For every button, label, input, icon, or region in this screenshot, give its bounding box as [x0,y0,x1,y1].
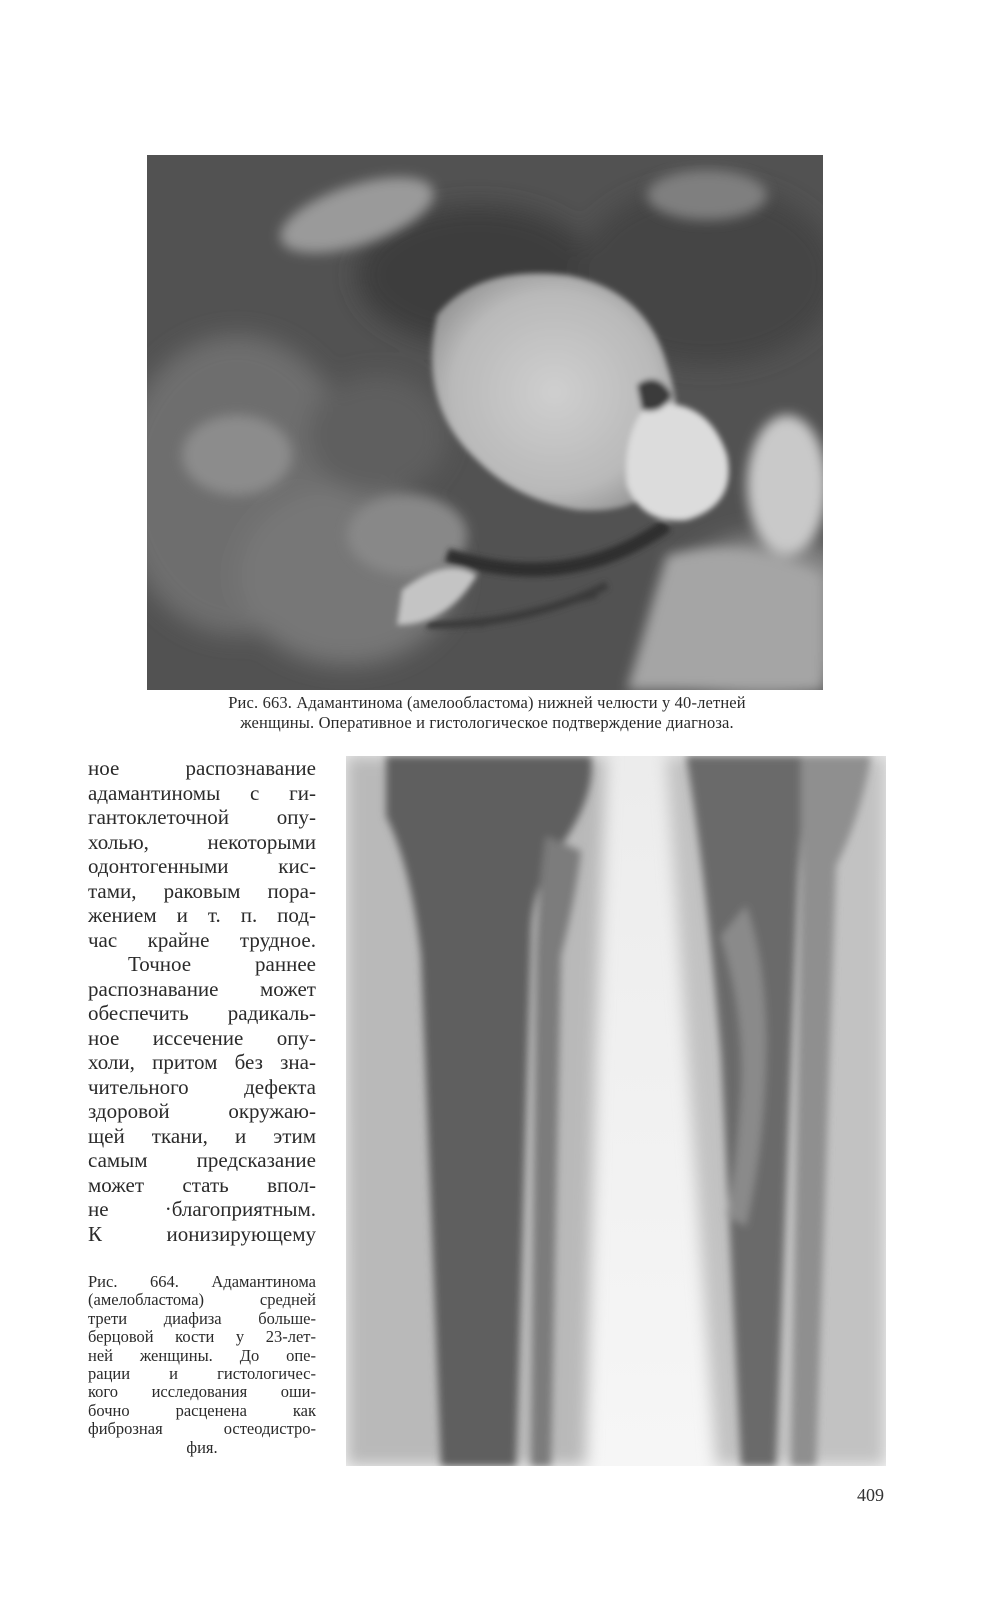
caption-line: берцовой кости у 23-лет- [88,1327,316,1347]
text-line: самым предсказание [88,1148,316,1172]
caption-line: Рис. 663. Адамантинома (амелообластома) нижней челюсти у 40-летней [228,693,746,712]
page-number: 409 [857,1485,884,1505]
text-line: адамантиномы с ги- [88,780,316,805]
figure-664-xray-image [346,756,886,1466]
figure-663-xray-image [147,155,823,690]
caption-line: Рис. 664. Адамантинома [88,1272,316,1291]
text-line: холи, притом без зна- [88,1050,316,1074]
caption-line: ней женщины. До опе- [88,1345,316,1365]
text-line: распознавание может [88,976,316,1001]
text-line: не ·благоприятным. [88,1197,316,1221]
body-text-column [88,756,316,1246]
text-line: обеспечить радикаль- [88,1001,316,1025]
text-line: одонтогенными кис- [88,854,316,878]
text-line: холью, некоторыми [88,829,316,854]
caption-line: (амелобластома) средней [88,1290,316,1310]
caption-line: кого исследования оши- [88,1382,316,1402]
text-line: может стать впол- [88,1172,316,1197]
caption-line: рации и гистологичес- [88,1363,316,1383]
text-line: щей ткани, и этим [88,1123,316,1148]
text-line: час крайне трудное. [88,927,316,952]
text-line: гантоклеточной опу- [88,805,316,829]
caption-line: фия. [186,1437,218,1457]
text-line: ное иссечение опу- [88,1025,316,1050]
text-line: чительного дефекта [88,1074,316,1099]
text-line: тами, раковым пора- [88,878,316,903]
text-line: жением и т. п. под- [88,903,316,927]
caption-line: бочно расценена как [88,1400,316,1420]
text-line: К ионизирующему [88,1221,316,1246]
caption-line: женщины. Оперативное и гистологическое подтверждение диагноза. [240,713,734,732]
caption-line: фиброзная остеодистро- [88,1419,316,1439]
text-line: ное распознавание [88,756,316,780]
text-line: здоровой окружаю- [88,1099,316,1123]
text-line: Точное раннее [128,952,316,976]
figure-664-caption [88,1273,316,1457]
caption-line: трети диафиза больше- [88,1308,316,1328]
figure-663-caption [147,693,827,733]
